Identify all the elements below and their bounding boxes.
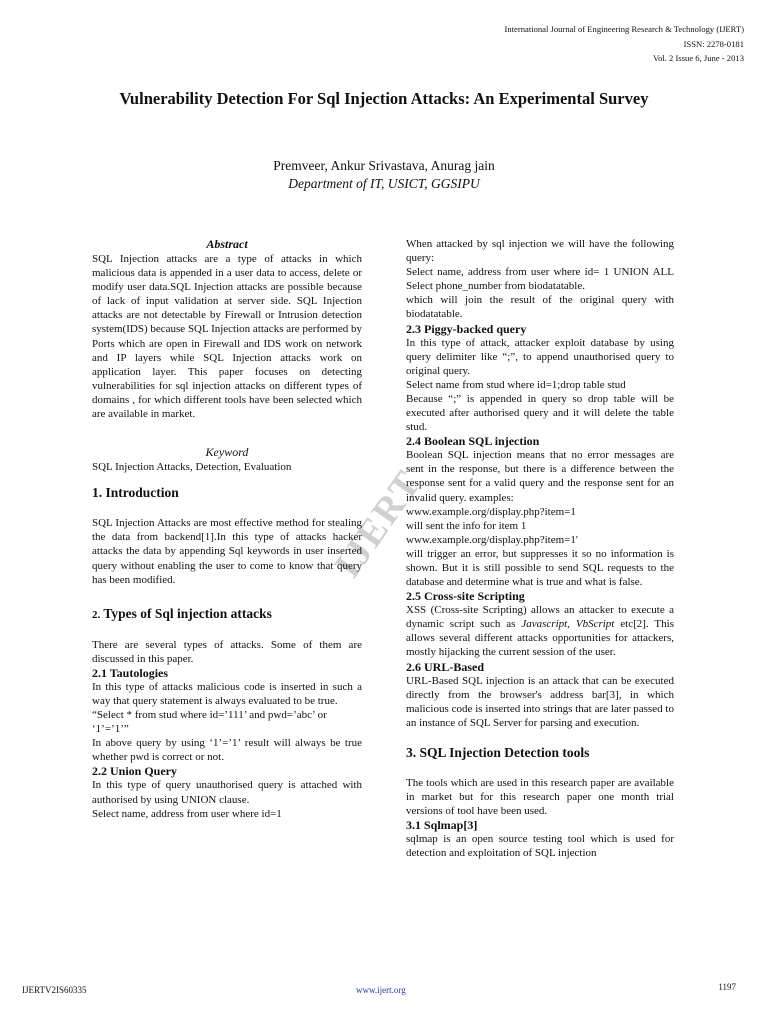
boolean-note-1: will sent the info for item 1: [406, 519, 527, 532]
tautologies-text: In this type of attacks malicious code is inserted in such a way that query statement is always evaluated to be true.: [92, 680, 362, 707]
tautologies-note: In above query by using ‘1’=’1’ result will always be true whether pwd is correct or not.: [92, 737, 362, 764]
paper-title: Vulnerability Detection For Sql Injection Attacks: An Experimental Survey: [119, 89, 649, 108]
issn: ISSN: 2278-0181: [683, 38, 744, 49]
types-heading-text: Types of Sql injection attacks: [100, 605, 272, 621]
union-text: In this type of query unauthorised query is attached with authorised by using UNION clause.: [92, 779, 362, 806]
sqlmap-text: sqlmap is an open source testing tool which is used for detection and exploitation of SQL injection: [406, 833, 674, 860]
xss-text: [406, 603, 674, 659]
department: Department of IT, USICT, GGSIPU: [288, 176, 480, 191]
sqlmap-heading: 3.1 Sqlmap[3]: [406, 818, 478, 833]
intro-text: SQL Injection Attacks are most effective method for stealing the data from backend[1].In this type of attacks hacker attacks the data by appending Sql keywords in user inserted query without enabling the user to come to know that query has been modified.: [92, 517, 362, 586]
keyword-heading: Keyword: [205, 445, 249, 460]
union-query: Select name, address from user where id=1: [92, 807, 282, 820]
piggy-text: In this type of attack, attacker exploit database by using query delimiter like “;”, to append unauthorised query to original query.: [406, 336, 674, 377]
volume-issue: Vol. 2 Issue 6, June - 2013: [652, 53, 744, 63]
boolean-text: Boolean SQL injection means that no error messages are sent in the response, but there is a difference between the response sent for a valid query and the response sent for an invalid query. examples:: [406, 449, 674, 504]
tools-heading: 3. SQL Injection Detection tools: [406, 744, 590, 760]
url-heading: 2.6 URL-Based: [406, 659, 485, 674]
union-continued-3: which will join the result of the original query with biodatatable.: [406, 294, 674, 321]
xss-languages: Javascript, VbScript: [521, 618, 615, 631]
boolean-heading: 2.4 Boolean SQL injection: [406, 434, 540, 449]
xss-heading: 2.5 Cross-site Scripting: [406, 589, 525, 604]
union-heading: 2.2 Union Query: [92, 764, 178, 779]
union-continued-1: When attacked by sql injection we will have the following query:: [406, 238, 674, 265]
abstract-text: SQL Injection attacks are a type of attacks in which malicious data is appended in a user data to access, delete or modify user data.SQL Injection attacks are possible because of lack of input validation at server side. SQL Injection attacks are not detectable by Firewall or Intrusion detection system(IDS) because SQL Injection attacks are performed by Ports which are open in Firewall and IDS work on network and IP layers while SQL Injection attacks work on application layer. This paper focuses on detecting vulnerabilities for sql injection attacks on different types of domains , for which different tools have been selected which are available in market.: [92, 253, 362, 421]
xss-text-a: XSS (Cross-site Scripting) allows an attacker to execute a dynamic script such as: [406, 604, 674, 631]
types-heading: [92, 605, 362, 624]
authors: Premveer, Ankur Srivastava, Anurag jain: [273, 158, 495, 173]
boolean-url-2: www.example.org/display.php?item=1': [406, 533, 578, 546]
right-column: [406, 237, 674, 860]
website-link[interactable]: www.ijert.org: [356, 985, 406, 995]
author-block: [90, 157, 678, 193]
abstract-heading: Abstract: [206, 237, 248, 251]
boolean-url-1: www.example.org/display.php?item=1: [406, 505, 576, 518]
journal-header: [504, 22, 744, 66]
piggy-query: Select name from stud where id=1;drop table stud: [406, 378, 626, 391]
page-number: 1197: [718, 982, 736, 992]
url-text: URL-Based SQL injection is an attack that can be executed directly from the browser's address bar[3], in which malicious code is inserted into strings that are later passed to an instance of SQL Server for parsing and execution.: [406, 674, 674, 729]
paper-id: IJERTV2IS60335: [22, 985, 87, 995]
piggy-heading: 2.3 Piggy-backed query: [406, 321, 527, 336]
types-text: There are several types of attacks. Some of them are discussed in this paper.: [92, 638, 362, 665]
tautologies-heading: 2.1 Tautologies: [92, 665, 169, 680]
tools-text: The tools which are used in this research paper are available in market but for this research paper one month trial versions of tool have been used.: [406, 776, 674, 818]
journal-name: International Journal of Engineering Research & Technology (IJERT): [504, 24, 744, 34]
intro-heading: 1. Introduction: [92, 485, 179, 501]
watermark: IJERT: [326, 462, 431, 586]
types-heading-number: 2.: [92, 608, 101, 621]
keyword-text: SQL Injection Attacks, Detection, Evaluation: [92, 461, 292, 474]
tautologies-query: “Select * from stud where id=’111’ and pwd=’abc’ or ‘1’=’1’”: [92, 709, 327, 736]
xss-text-b: etc[2]. This allows several different attacks opportunities for attackers, mostly hijacking the current session of the user.: [406, 618, 674, 659]
union-continued-2: Select name, address from user where id= 1 UNION ALL Select phone_number from biodatatable.: [406, 266, 674, 293]
piggy-note: Because “;” is appended in query so drop table will be executed after authorised query and it will delete the table stud.: [406, 392, 674, 434]
left-column: [92, 237, 362, 821]
boolean-note-2: will trigger an error, but suppresses it so no information is shown. But it is still possible to send SQL requests to the database and determine what is true and what is false.: [406, 547, 674, 589]
